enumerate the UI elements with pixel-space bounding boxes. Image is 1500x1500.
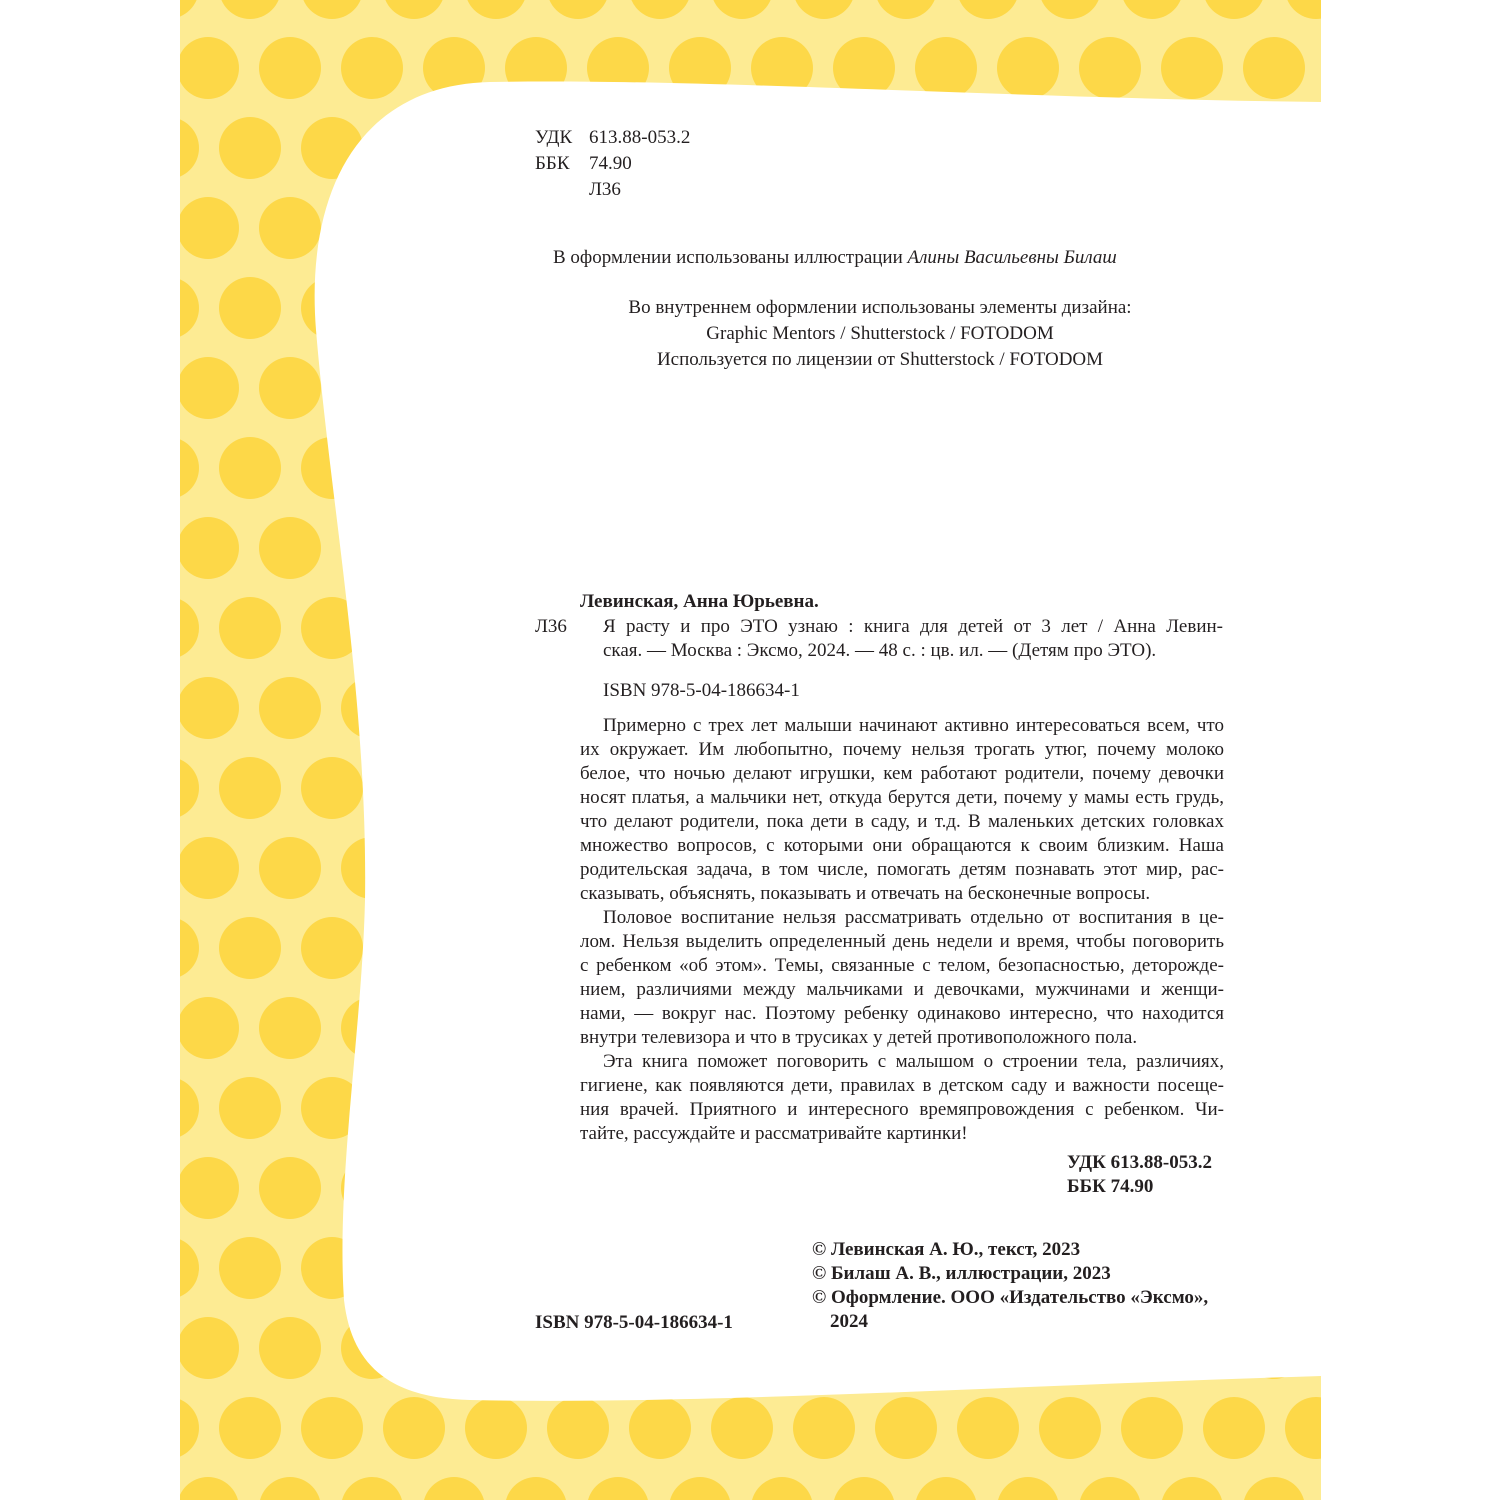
design-credit-line-2: Graphic Mentors / Shutterstock / FOTODOM [706,323,1054,344]
polka-dot [177,997,239,1059]
polka-dot [177,1317,239,1379]
annotation-line: белое, что ночью делают игрушки, кем работают родители, почему девочки [580,763,1224,784]
polka-dot [259,1157,321,1219]
bbk-value: 74.90 [589,153,632,174]
polka-dot [259,837,321,899]
polka-dot [301,917,363,979]
polka-dot [259,197,321,259]
bbk-code: ББК 74.90 [1067,1176,1154,1197]
polka-dot [137,597,199,659]
copyright-text: © Левинская А. Ю., текст, 2023 [812,1239,1081,1260]
polka-dot [629,1397,691,1459]
illustrations-credit [553,246,1117,270]
copyright-design-year: 2024 [830,1311,868,1332]
polka-dot [1325,677,1387,739]
catalog-isbn: ISBN 978-5-04-186634-1 [603,680,800,701]
footer-isbn: ISBN 978-5-04-186634-1 [535,1312,733,1333]
polka-dot [1243,37,1305,99]
annotation-line: Половое воспитание нельзя рассматривать отдельно от воспитания в це- [603,907,1224,928]
polka-dot [137,1397,199,1459]
polka-dot [465,1397,527,1459]
polka-dot [711,1397,773,1459]
polka-dot [875,1397,937,1459]
copyright-illustrations: © Билаш А. В., иллюстрации, 2023 [812,1263,1111,1284]
annotation-line: внутри телевизора и что в трусиках у детей противоположного пола. [580,1027,1138,1048]
license-line: Используется по лицензии от Shutterstock / FOTODOM [656,349,1104,370]
catalog-record-line: ская. — Москва : Эксмо, 2024. — 48 с. : цв. ил. — (Детям про ЭТО). [603,640,1157,661]
polka-dot [219,437,281,499]
polka-dot [341,37,403,99]
polka-dot [219,597,281,659]
annotation-line: нами, — вокруг нас. Поэтому ребенку одинаково интересно, что находится [580,1003,1224,1024]
polka-dot [137,117,199,179]
polka-dot [1161,37,1223,99]
annotation-line: с ребенком «об этом». Темы, связанные с телом, безопасностью, деторожде- [580,955,1224,976]
polka-dot [1325,517,1387,579]
annotation-line: ния врачей. Приятного и интересного времяпровождения с ребенком. Чи- [580,1099,1224,1120]
polka-dot [219,117,281,179]
polka-dot [547,1397,609,1459]
polka-dot [219,1077,281,1139]
polka-dot [219,277,281,339]
annotation-line: носят платья, а мальчики нет, откуда берутся дети, почему у мамы есть грудь, [580,787,1224,808]
polka-dot [1325,37,1387,99]
polka-dot [1325,1157,1387,1219]
author-heading: Левинская, Анна Юрьевна. [580,591,819,612]
polka-dot [1039,1397,1101,1459]
polka-dot [177,517,239,579]
polka-dot [137,437,199,499]
polka-dot [1325,357,1387,419]
catalog-record-line: Я расту и про ЭТО узнаю : книга для детей от 3 лет / Анна Левин- [603,616,1223,637]
catalog-record [603,615,1223,663]
polka-dot [259,677,321,739]
annotation-paragraph-1 [580,714,1224,906]
polka-dot [259,517,321,579]
polka-dot [1203,1397,1265,1459]
polka-dot [383,1397,445,1459]
annotation-line: лом. Нельзя выделить определенный день недели и время, чтобы поговорить [580,931,1224,952]
annotation-line: Примерно с трех лет малыши начинают активно интересоваться всем, что [603,715,1224,736]
annotation-line: сказывать, объяснять, показывать и отвечать на бесконечные вопросы. [580,883,1151,904]
polka-dot [137,757,199,819]
polka-dot [177,837,239,899]
polka-dot [1325,997,1387,1059]
polka-dot [177,197,239,259]
polka-dot [301,757,363,819]
polka-dot [915,37,977,99]
polka-dot [219,917,281,979]
polka-dot [177,677,239,739]
annotation-line: тайте, рассуждайте и рассматривайте картинки! [580,1123,968,1144]
polka-dot [137,917,199,979]
annotation-line: нием, различиями между мальчиками и девочками, мужчинами и женщи- [580,979,1224,1000]
udk-code: УДК 613.88-053.2 [1067,1152,1212,1173]
polka-dot [1121,1397,1183,1459]
polka-dot [219,757,281,819]
polka-dot [137,1237,199,1299]
annotation-paragraph-3 [580,1050,1224,1146]
polka-dot [997,37,1059,99]
copyright-design: © Оформление. ООО «Издательство «Эксмо», [812,1287,1209,1308]
udk-value: 613.88-053.2 [589,127,691,148]
polka-dot [259,997,321,1059]
annotation-line: родительская задача, в том числе, помогать детям познавать этот мир, рас- [580,859,1224,880]
polka-dot [177,1157,239,1219]
polka-dot [301,1397,363,1459]
annotation-paragraph-2 [580,906,1224,1050]
polka-dot [137,1077,199,1139]
polka-dot [1079,37,1141,99]
udk-label: УДК [535,127,573,148]
annotation-line: гигиене, как появляются дети, правилах в детском саду и важности посеще- [580,1075,1224,1096]
polka-dot [259,37,321,99]
polka-dot [219,1397,281,1459]
annotation-line: что делают родители, пока дети в саду, и т.д. В маленьких детских головках [580,811,1224,832]
polka-dot [219,1237,281,1299]
illustrator-name: Алины Васильевны Билаш [907,247,1117,268]
polka-dot [1325,1477,1387,1500]
polka-dot [177,37,239,99]
polka-dot [1285,1397,1347,1459]
annotation-line: множество вопросов, с которыми они обращаются к своим близким. Наша [580,835,1224,856]
annotation-line: Эта книга поможет поговорить с малышом о строении тела, различиях, [603,1051,1224,1072]
polka-dot [259,1317,321,1379]
bbk-label: ББК [535,153,570,174]
author-mark: Л36 [589,179,621,200]
annotation-line: их окружает. Им любопытно, почему нельзя трогать утюг, почему молоко [580,739,1224,760]
polka-dot [177,357,239,419]
polka-dot [1325,837,1387,899]
illustrations-prefix: В оформлении использованы иллюстрации [553,247,903,268]
catalog-mark: Л36 [535,616,567,637]
polka-dot [1325,197,1387,259]
polka-dot [259,357,321,419]
polka-dot [1325,1317,1387,1379]
polka-dot [957,1397,1019,1459]
design-credit-line-1: Во внутреннем оформлении использованы элементы дизайна: [628,297,1132,318]
polka-dot [137,277,199,339]
polka-dot [793,1397,855,1459]
